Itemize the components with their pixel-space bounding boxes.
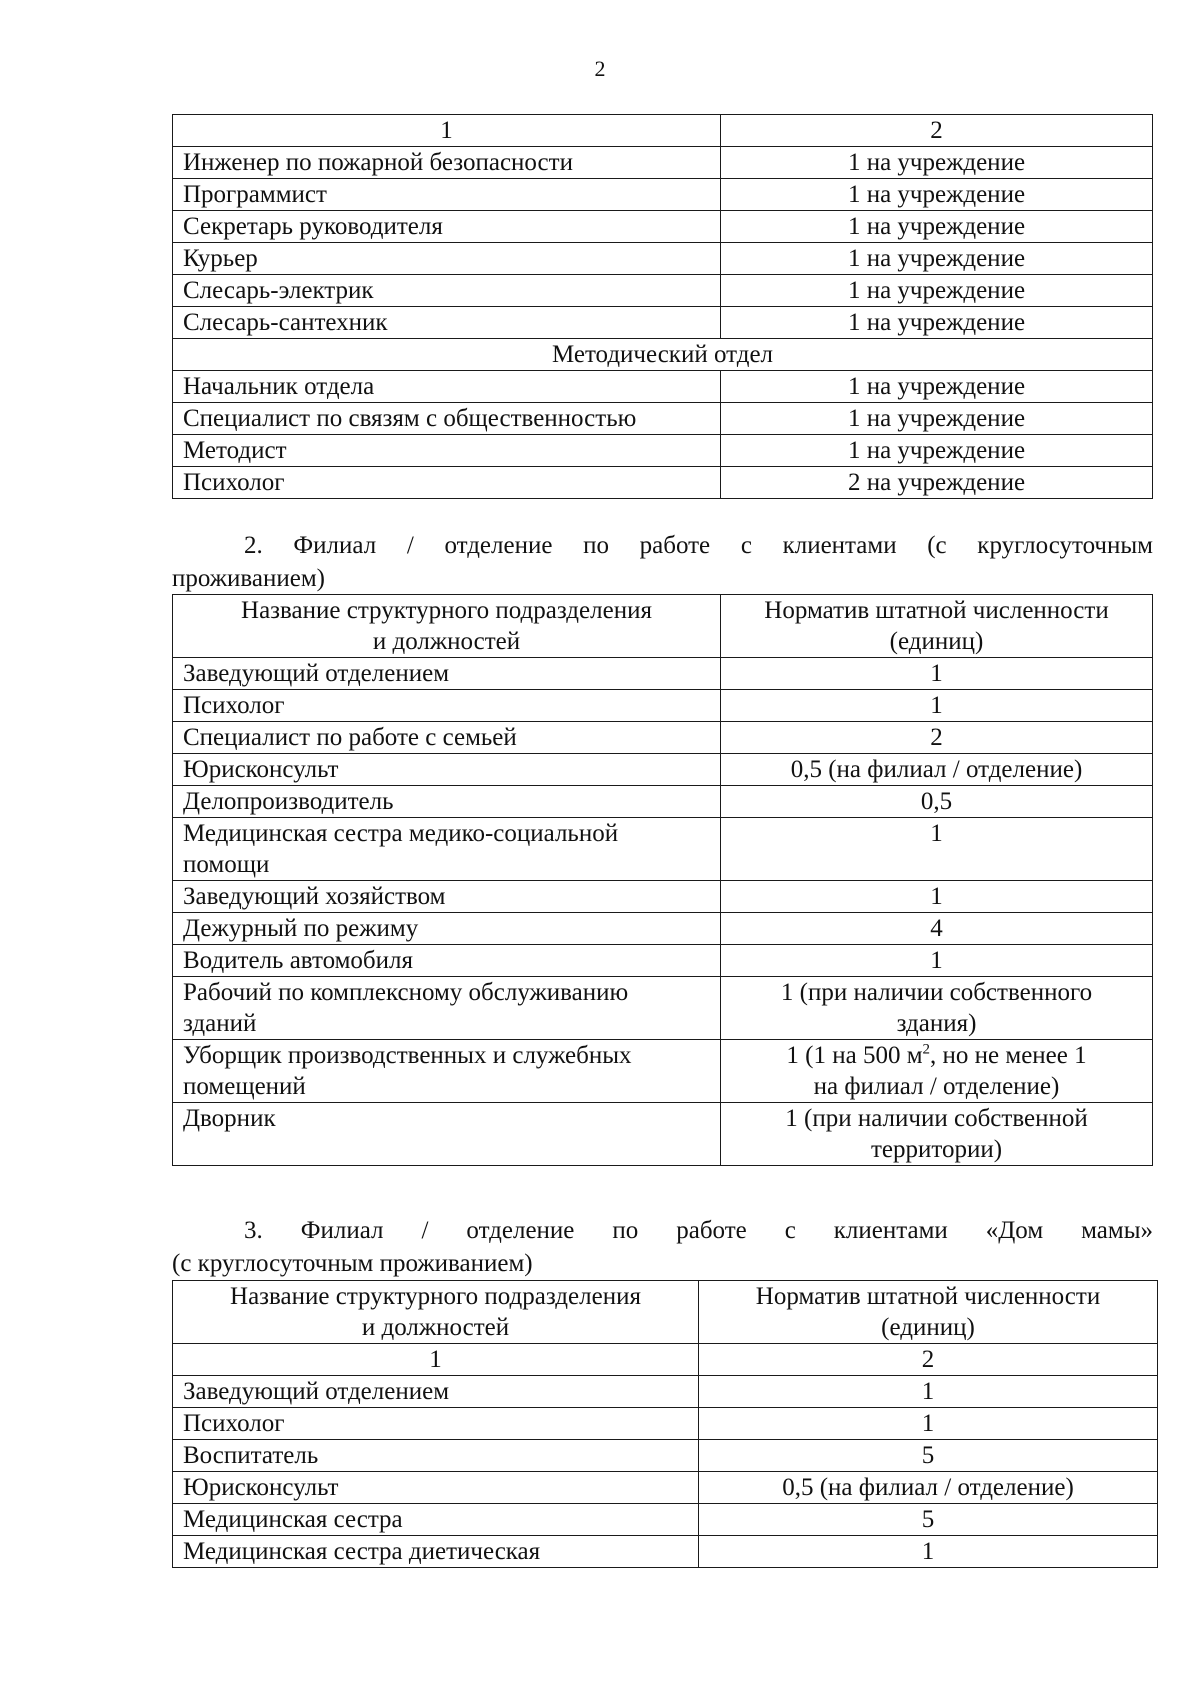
position-name: Дежурный по режиму — [173, 913, 721, 945]
staff-norm — [721, 977, 1153, 1040]
position-name: Специалист по связям с общественностью — [173, 403, 721, 435]
header-line: (единиц) — [889, 628, 984, 655]
header-line: (единиц) — [881, 1314, 975, 1341]
staff-norm: 0,5 (на филиал / отделение) — [721, 754, 1153, 786]
table-row — [173, 371, 1153, 403]
staff-norm: 1 на учреждение — [721, 307, 1153, 339]
table-row — [173, 147, 1153, 179]
table-row — [173, 690, 1153, 722]
position-name — [173, 1040, 721, 1103]
section-title: Методический отдел — [173, 339, 1153, 371]
position-name-line: Уборщик производственных и служебных — [183, 1042, 632, 1069]
position-name: Психолог — [173, 467, 721, 499]
table-row — [173, 467, 1153, 499]
position-name — [173, 818, 721, 881]
header-line: и должностей — [361, 1314, 510, 1341]
staff-norm-line: 1 (при наличии собственной — [785, 1105, 1088, 1132]
table-header-row — [173, 115, 1153, 147]
position-name: Заведующий хозяйством — [173, 881, 721, 913]
table-row — [173, 179, 1153, 211]
staff-norm: 1 на учреждение — [721, 147, 1153, 179]
position-name: Начальник отдела — [173, 371, 721, 403]
position-name-line: Медицинская сестра медико-социальной — [183, 820, 619, 847]
header-line: Норматив штатной численности — [755, 1283, 1101, 1310]
table-row — [173, 307, 1153, 339]
staff-table-general — [172, 114, 1153, 499]
table-row — [173, 722, 1153, 754]
position-name: Программист — [173, 179, 721, 211]
superscript: 2 — [922, 1041, 931, 1058]
staff-table-branch-2 — [172, 594, 1153, 1166]
page-number: 2 — [594, 56, 606, 81]
staff-norm: 4 — [721, 913, 1153, 945]
position-name: Методист — [173, 435, 721, 467]
heading-line: 2. Филиал / отделение по работе с клиентами (с круглосуточным — [244, 532, 1153, 559]
position-name: Курьер — [173, 243, 721, 275]
position-name-line: зданий — [183, 1010, 257, 1037]
column-number-2: 2 — [721, 115, 1153, 147]
table-row — [173, 275, 1153, 307]
position-name: Секретарь руководителя — [173, 211, 721, 243]
position-name: Юрисконсульт — [173, 754, 721, 786]
table-row — [173, 754, 1153, 786]
table-row — [173, 658, 1153, 690]
table-row — [173, 945, 1153, 977]
staff-norm-line — [731, 1040, 1142, 1071]
staff-norm: 1 — [721, 818, 1153, 881]
staff-norm-text: , но не менее 1 — [930, 1042, 1087, 1069]
table-header-row — [173, 595, 1153, 658]
position-name-line: помещений — [183, 1073, 306, 1100]
position-name: Водитель автомобиля — [173, 945, 721, 977]
staff-norm: 2 на учреждение — [721, 467, 1153, 499]
staff-norm: 1 на учреждение — [721, 211, 1153, 243]
staff-norm: 1 на учреждение — [721, 179, 1153, 211]
heading-line: проживанием) — [172, 565, 325, 592]
position-name: Заведующий отделением — [173, 1376, 699, 1408]
heading-line: (с круглосуточным проживанием) — [172, 1250, 533, 1277]
staff-norm: 1 — [721, 690, 1153, 722]
section-heading-branch-2 — [172, 529, 1153, 595]
staff-norm: 1 на учреждение — [721, 243, 1153, 275]
staff-norm: 5 — [699, 1440, 1158, 1472]
staff-norm-text: 1 (1 на 500 м — [786, 1042, 923, 1069]
table-header-row — [173, 1281, 1158, 1344]
table-row — [173, 1472, 1158, 1504]
staff-norm: 1 — [699, 1408, 1158, 1440]
position-name: Дворник — [173, 1103, 721, 1166]
position-name: Воспитатель — [173, 1440, 699, 1472]
column-header-norm — [699, 1281, 1158, 1344]
position-name: Психолог — [173, 1408, 699, 1440]
column-header-norm — [721, 595, 1153, 658]
position-name: Слесарь-электрик — [173, 275, 721, 307]
table-row — [173, 1040, 1153, 1103]
staff-norm: 1 на учреждение — [721, 403, 1153, 435]
staff-norm: 1 — [721, 945, 1153, 977]
staff-norm: 1 — [721, 658, 1153, 690]
position-name — [173, 977, 721, 1040]
staff-norm — [721, 1103, 1153, 1166]
position-name: Делопроизводитель — [173, 786, 721, 818]
table-row — [173, 881, 1153, 913]
position-name: Заведующий отделением — [173, 658, 721, 690]
position-name: Специалист по работе с семьей — [173, 722, 721, 754]
column-number-1: 1 — [173, 1344, 699, 1376]
staff-table-branch-3 — [172, 1280, 1158, 1568]
position-name: Слесарь-сантехник — [173, 307, 721, 339]
table-row — [173, 1536, 1158, 1568]
header-line: Норматив штатной численности — [764, 597, 1109, 624]
staff-norm: 1 — [721, 881, 1153, 913]
position-name: Медицинская сестра диетическая — [173, 1536, 699, 1568]
staff-norm-line: на филиал / отделение) — [813, 1073, 1060, 1100]
position-name: Психолог — [173, 690, 721, 722]
table-row — [173, 243, 1153, 275]
table-row — [173, 786, 1153, 818]
header-line: Название структурного подразделения — [230, 1283, 641, 1310]
section-heading-branch-3 — [172, 1214, 1153, 1280]
staff-norm: 1 на учреждение — [721, 371, 1153, 403]
staff-norm-line: территории) — [870, 1136, 1003, 1163]
section-row — [173, 339, 1153, 371]
staff-norm — [721, 1040, 1153, 1103]
position-name: Юрисконсульт — [173, 1472, 699, 1504]
staff-norm-line: 1 (при наличии собственного — [780, 979, 1093, 1006]
column-header-name — [173, 1281, 699, 1344]
heading-line: 3. Филиал / отделение по работе с клиентами «Дом мамы» — [244, 1217, 1153, 1244]
staff-norm-line: здания) — [896, 1010, 977, 1037]
column-header-name — [173, 595, 721, 658]
table-row — [173, 403, 1153, 435]
staff-norm: 1 — [699, 1536, 1158, 1568]
column-number-2: 2 — [699, 1344, 1158, 1376]
table-row — [173, 1103, 1153, 1166]
header-line: Название структурного подразделения — [241, 597, 652, 624]
table-row — [173, 1376, 1158, 1408]
table-row — [173, 977, 1153, 1040]
table-row — [173, 913, 1153, 945]
staff-norm: 2 — [721, 722, 1153, 754]
staff-norm: 1 — [699, 1376, 1158, 1408]
staff-norm: 1 на учреждение — [721, 275, 1153, 307]
position-name-line: Рабочий по комплексному обслуживанию — [183, 979, 629, 1006]
staff-norm: 0,5 (на филиал / отделение) — [699, 1472, 1158, 1504]
table-row — [173, 1440, 1158, 1472]
column-number-1: 1 — [173, 115, 721, 147]
position-name-line: помощи — [183, 851, 270, 878]
staff-norm: 1 на учреждение — [721, 435, 1153, 467]
position-name: Медицинская сестра — [173, 1504, 699, 1536]
table-row — [173, 435, 1153, 467]
table-row — [173, 1408, 1158, 1440]
table-row — [173, 211, 1153, 243]
table-row — [173, 818, 1153, 881]
staff-norm: 0,5 — [721, 786, 1153, 818]
table-numbering-row — [173, 1344, 1158, 1376]
position-name: Инженер по пожарной безопасности — [173, 147, 721, 179]
table-row — [173, 1504, 1158, 1536]
staff-norm: 5 — [699, 1504, 1158, 1536]
header-line: и должностей — [372, 628, 521, 655]
